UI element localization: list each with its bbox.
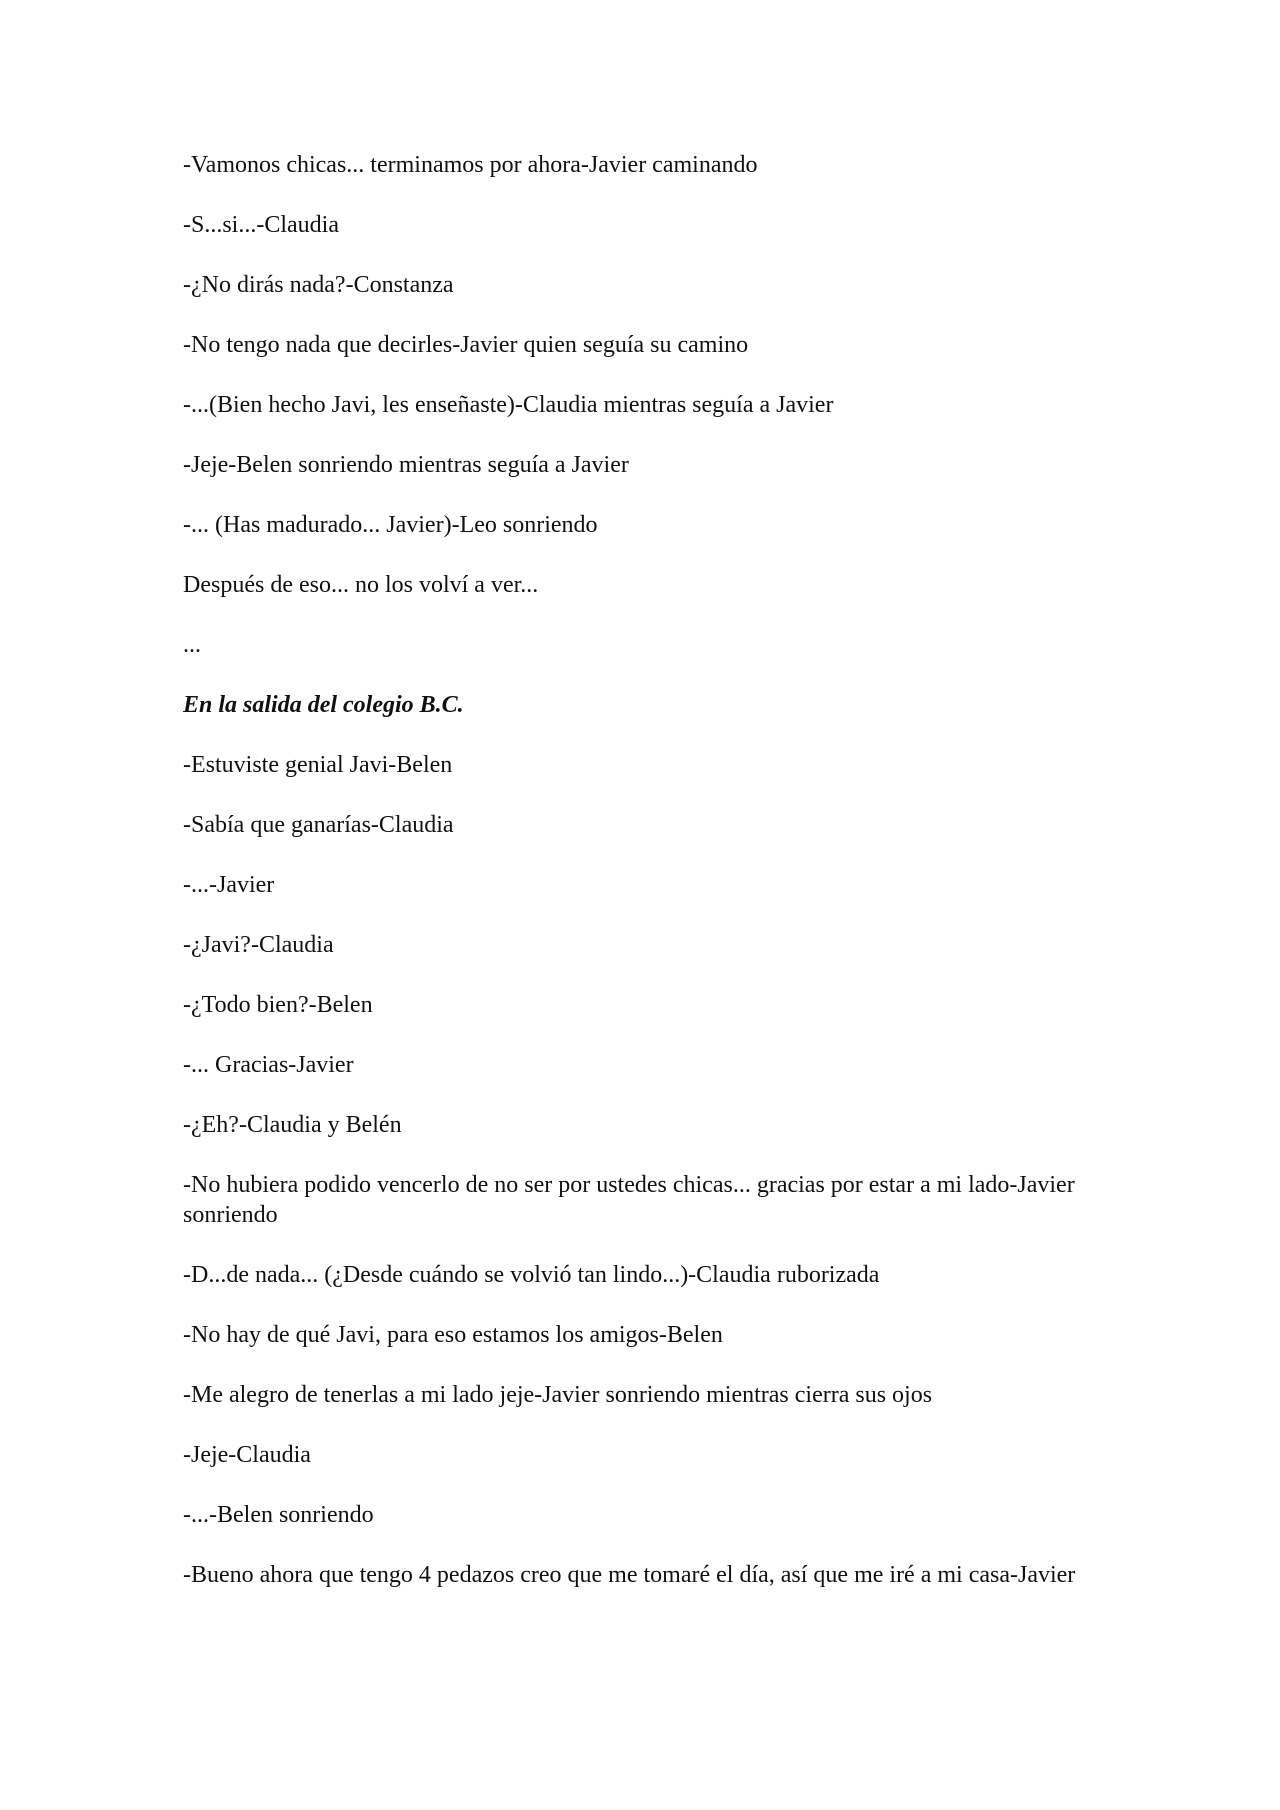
dialogue-line: -Vamonos chicas... terminamos por ahora-Javier caminando xyxy=(183,152,758,178)
dialogue-line: -No tengo nada que decirles-Javier quien seguía su camino xyxy=(183,332,749,358)
dialogue-line: -¿No dirás nada?-Constanza xyxy=(183,272,454,298)
dialogue-line: -No hay de qué Javi, para eso estamos los amigos-Belen xyxy=(183,1322,723,1348)
dialogue-line: -Sabía que ganarías-Claudia xyxy=(183,812,454,838)
dialogue-line: -Bueno ahora que tengo 4 pedazos creo que me tomaré el día, así que me iré a mi casa-Javier xyxy=(183,1562,1076,1588)
dialogue-line: -...-Belen sonriendo xyxy=(183,1502,374,1528)
scene-heading: En la salida del colegio B.C. xyxy=(183,692,464,718)
dialogue-line: -Jeje-Belen sonriendo mientras seguía a Javier xyxy=(183,452,629,478)
dialogue-line: -¿Javi?-Claudia xyxy=(183,932,334,958)
narration-line: Después de eso... no los volví a ver... xyxy=(183,572,539,598)
dialogue-line: -S...si...-Claudia xyxy=(183,212,339,238)
dialogue-line: -... Gracias-Javier xyxy=(183,1052,354,1078)
dialogue-line: -¿Todo bien?-Belen xyxy=(183,992,373,1018)
scene-break: ... xyxy=(183,632,201,658)
dialogue-line: -Estuviste genial Javi-Belen xyxy=(183,752,453,778)
dialogue-line: -Me alegro de tenerlas a mi lado jeje-Javier sonriendo mientras cierra sus ojos xyxy=(183,1382,933,1408)
dialogue-line: -...-Javier xyxy=(183,872,275,898)
dialogue-line: -¿Eh?-Claudia y Belén xyxy=(183,1112,402,1138)
dialogue-line: -No hubiera podido vencerlo de no ser por ustedes chicas... gracias por estar a mi lado-Javier sonriendo xyxy=(183,1172,1081,1228)
dialogue-line: -D...de nada... (¿Desde cuándo se volvió tan lindo...)-Claudia ruborizada xyxy=(183,1262,880,1288)
dialogue-line: -...(Bien hecho Javi, les enseñaste)-Claudia mientras seguía a Javier xyxy=(183,392,834,418)
dialogue-line: -Jeje-Claudia xyxy=(183,1442,311,1468)
dialogue-line: -... (Has madurado... Javier)-Leo sonriendo xyxy=(183,512,598,538)
document-page xyxy=(183,150,1083,1620)
